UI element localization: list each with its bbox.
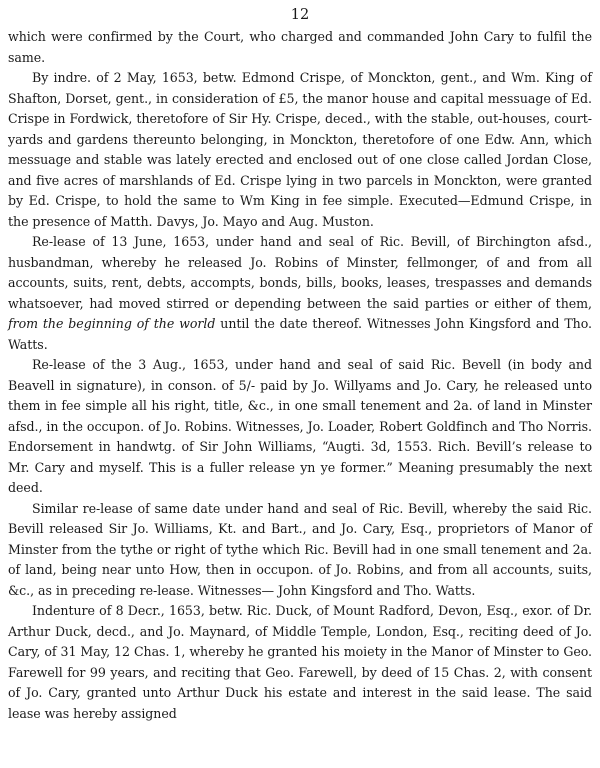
paragraph-text: Re-lease of 13 June, 1653, under hand and seal of Ric. Bevill, of Birchington afsd., husbandman, whereby he released Jo. Robins of Minster, fellmonger, of and from all accounts, suits, rent, debts, accompts, bonds, bills, books, leases, trespasses and demands whatsoever, had moved stirred or depending between the said parties or either of them, <box>8 234 592 311</box>
paragraph-text: which were confirmed by the Court, who charged and commanded John Cary to fulfil the same. <box>8 29 592 65</box>
paragraph <box>8 355 592 499</box>
paragraph <box>8 601 592 724</box>
paragraph <box>8 68 592 232</box>
paragraph <box>8 232 592 355</box>
paragraph-text: Re-lease of the 3 Aug., 1653, under hand and seal of said Ric. Bevell (in body and Beavell in signature), in conson. of 5/- paid by Jo. Willyams and Jo. Cary, he released unto them in fee simple all his right, title, &c., in one small tenement and 2a. of land in Minster afsd., in the occupon. of Jo. Robins. Witnesses, Jo. Loader, Robert Goldfinch and Tho Norris. Endorsement in handwtg. of Sir John Williams, “Augti. 3d, 1553. Rich. Bevill’s release to Mr. Cary and myself. This is a fuller release yn ye former.” Meaning presumably the next deed. <box>8 357 592 495</box>
paragraph <box>8 27 592 68</box>
document-body <box>8 27 592 724</box>
paragraph-text: By indre. of 2 May, 1653, betw. Edmond Crispe, of Monckton, gent., and Wm. King of Shafton, Dorset, gent., in consideration of £5, the manor house and capital messuage of Ed. Crispe in Fordwick, theretofore of Sir Hy. Crispe, deced., with the stable, out-houses, court-yards and gardens thereunto belonging, in Monckton, theretofore of one Edw. Ann, which messuage and stable was lately erected and enclosed out of one close called Jordan Close, and five acres of marshlands of Ed. Crispe lying in two parcels in Monckton, were granted by Ed. Crispe, to hold the same to Wm King in fee simple. Executed—Edmund Crispe, in the presence of Matth. Davys, Jo. Mayo and Aug. Muston. <box>8 70 592 229</box>
paragraph-text: Similar re-lease of same date under hand and seal of Ric. Bevill, whereby the said Ric. Bevill released Sir Jo. Williams, Kt. and Bart., and Jo. Cary, Esq., proprietors of Manor of Minster from the tythe or right of tythe which Ric. Bevill had in one small tenement and 2a. of land, being near unto How, then in occupon. of Jo. Robins, and from all accounts, suits, &c., as in preceding re-lease. Witnesses— John Kingsford and Tho. Watts. <box>8 500 592 598</box>
italic-phrase: from the beginning of the world <box>8 316 216 331</box>
page-number: 12 <box>290 7 310 23</box>
paragraph-text: until the date thereof. Witnesses John Kingsford and Tho. Watts. <box>8 316 592 352</box>
paragraph <box>8 499 592 602</box>
paragraph-text: Indenture of 8 Decr., 1653, betw. Ric. Duck, of Mount Radford, Devon, Esq., exor. of Dr. Arthur Duck, decd., and Jo. Maynard, of Middle Temple, London, Esq., reciting deed of Jo. Cary, of 31 May, 12 Chas. 1, whereby he granted his moiety in the Manor of Minster to Geo. Farewell for 99 years, and reciting that Geo. Farewell, by deed of 15 Chas. 2, with consent of Jo. Cary, granted unto Arthur Duck his estate and interest in the said lease. The said lease was hereby assigned <box>8 603 592 721</box>
